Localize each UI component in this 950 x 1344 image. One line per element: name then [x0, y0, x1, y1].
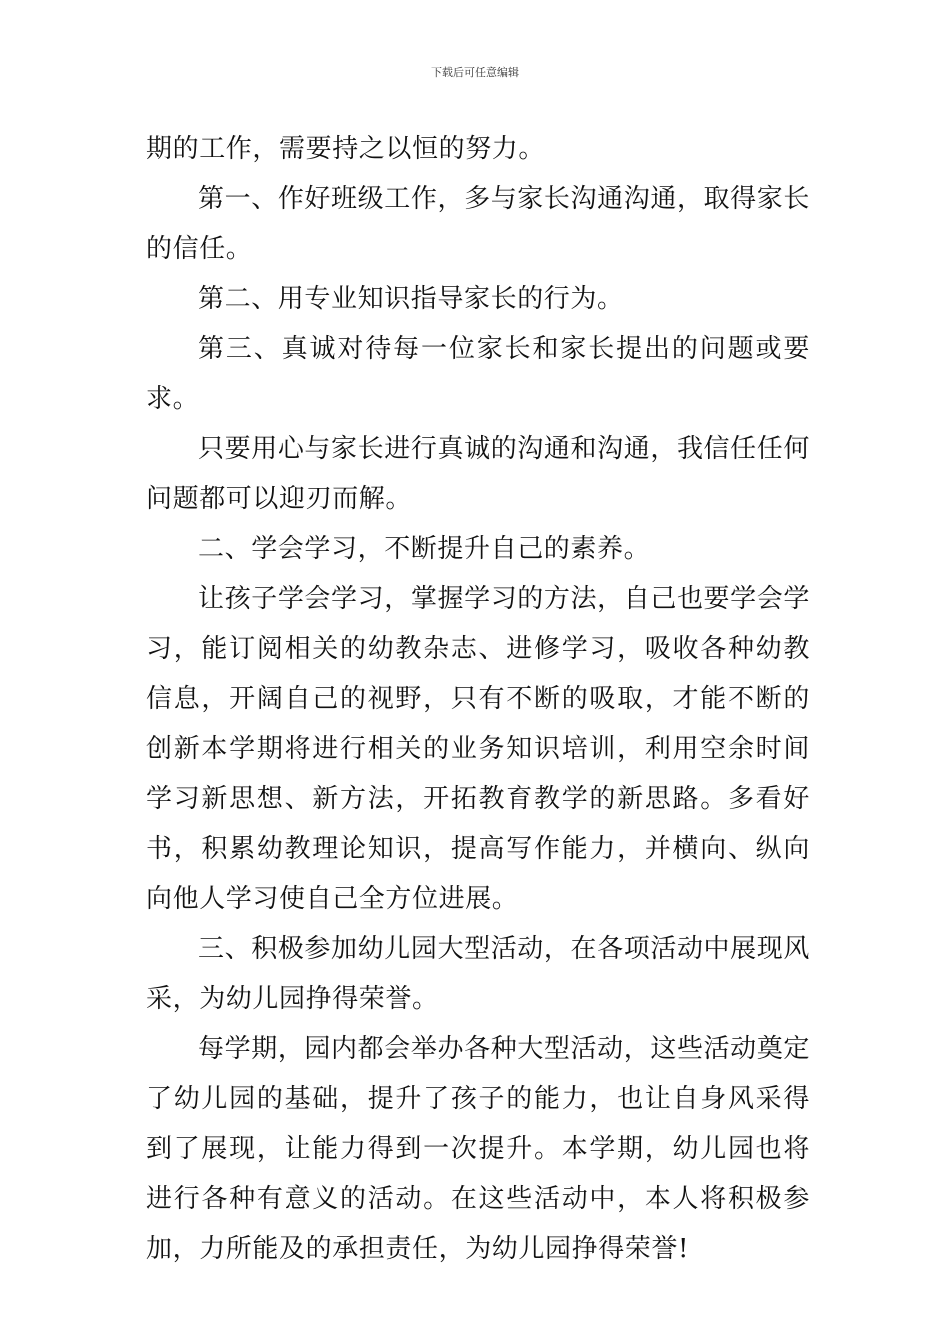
paragraph: 第二、用专业知识指导家长的行为。: [198, 284, 624, 314]
paragraph: 第一、作好班级工作，多与家长沟通沟通，取得家长的信任。: [146, 184, 810, 264]
paragraph: 让孩子学会学习，掌握学习的方法，自己也要学会学习，能订阅相关的幼教杂志、进修学习，吸收各种幼教信息，开阔自己的视野，只有不断的吸取，才能不断的创新本学期将进行相关的业务知识培训，利用空余时间学习新思想、新方法，开拓教育教学的新思路。多看好书，积累幼教理论知识，提高写作能力，并横向、纵向向他人学习使自己全方位进展。: [146, 584, 810, 914]
paragraph: 只要用心与家长进行真诚的沟通和沟通，我信任任何问题都可以迎刃而解。: [146, 434, 810, 514]
paragraph: 第三、真诚对待每一位家长和家长提出的问题或要求。: [146, 334, 810, 414]
document-body: [146, 124, 810, 1274]
section-heading: 二、学会学习，不断提升自己的素养。: [198, 534, 651, 564]
paragraph: 期的工作，需要持之以恒的努力。: [146, 134, 546, 164]
section-heading: 三、积极参加幼儿园大型活动，在各项活动中展现风采，为幼儿园挣得荣誉。: [146, 934, 810, 1014]
page-header: 下载后可任意编辑: [431, 66, 519, 79]
paragraph: 每学期，园内都会举办各种大型活动，这些活动奠定了幼儿园的基础，提升了孩子的能力，也让自身风采得到了展现，让能力得到一次提升。本学期，幼儿园也将进行各种有意义的活动。在这些活动中，本人将积极参加，力所能及的承担责任，为幼儿园挣得荣誉!: [146, 1034, 810, 1264]
